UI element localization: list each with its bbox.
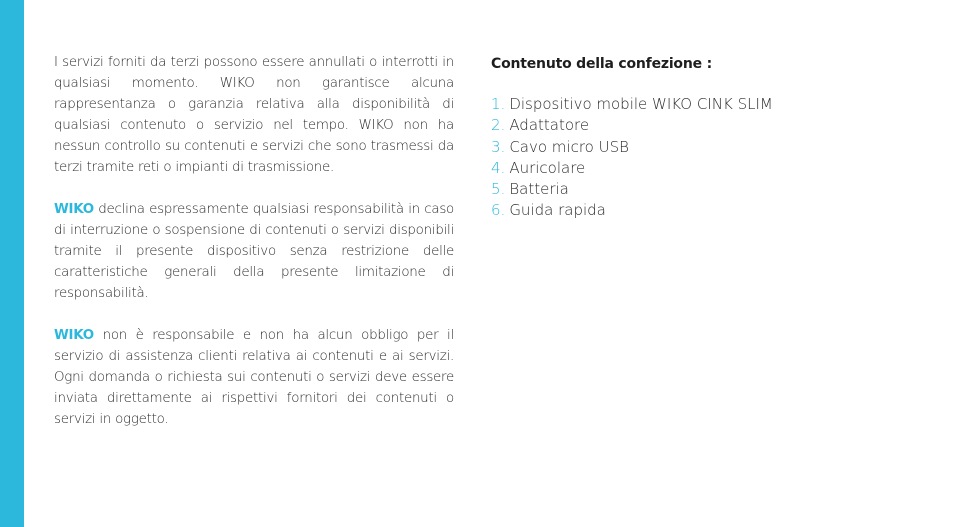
- list-item: [491, 179, 891, 200]
- box-contents-list: [491, 94, 891, 222]
- disclaimer-paragraph-1: I servizi forniti da terzi possono essere annullati o interrotti in qualsiasi momento. WIKO non garantisce alcuna rappresentanza o garanzia relativa alla disponibilità di qualsiasi contenuto o servizio nel tempo. WIKO non ha nessun controllo su contenuti e servizi che sono trasmessi da terzi tramite reti o impianti di trasmissione.: [54, 55, 454, 175]
- box-contents-column: [491, 52, 891, 222]
- list-item: [491, 115, 891, 136]
- list-item: [491, 158, 891, 179]
- brand-name: WIKO: [54, 202, 94, 217]
- list-item-number: 3.: [491, 137, 506, 156]
- disclaimer-paragraph-3-text: non è responsabile e non ha alcun obbligo per il servizio di assistenza clienti relativa ai contenuti e ai servizi. Ogni domanda o richiesta sui contenuti o servizi deve essere inviata direttamente ai rispettivi fornitori dei contenuti o servizi in oggetto.: [54, 328, 454, 427]
- disclaimer-paragraph-2: [54, 199, 454, 304]
- list-item-label: Dispositivo mobile WIKO CINK SLIM: [509, 95, 773, 113]
- disclaimer-paragraph-2-text: declina espressamente qualsiasi responsabilità in caso di interruzione o sospensione di contenuti o servizi disponibili tramite il presente dispositivo senza restrizione delle caratteristiche generali della presente limitazione di responsabilità.: [54, 202, 454, 301]
- list-item-number: 5.: [491, 180, 506, 199]
- list-item: [491, 200, 891, 221]
- list-item-label: Adattatore: [509, 116, 590, 135]
- list-item-label: Guida rapida: [509, 201, 606, 220]
- side-accent-band: [0, 0, 24, 527]
- box-contents-title: Contenuto della confezione :: [491, 56, 712, 72]
- list-item-number: 4.: [491, 158, 506, 177]
- list-item: [491, 137, 891, 158]
- disclaimer-column: [54, 52, 454, 451]
- disclaimer-paragraph-3: [54, 325, 454, 430]
- list-item-number: 2.: [491, 116, 506, 135]
- list-item-label: Auricolare: [509, 158, 586, 177]
- list-item-label: Batteria: [509, 180, 569, 199]
- list-item-label: Cavo micro USB: [509, 137, 629, 156]
- list-item: [491, 94, 891, 115]
- list-item-number: 6.: [491, 201, 506, 220]
- brand-name: WIKO: [54, 328, 94, 343]
- list-item-number: 1.: [491, 95, 506, 113]
